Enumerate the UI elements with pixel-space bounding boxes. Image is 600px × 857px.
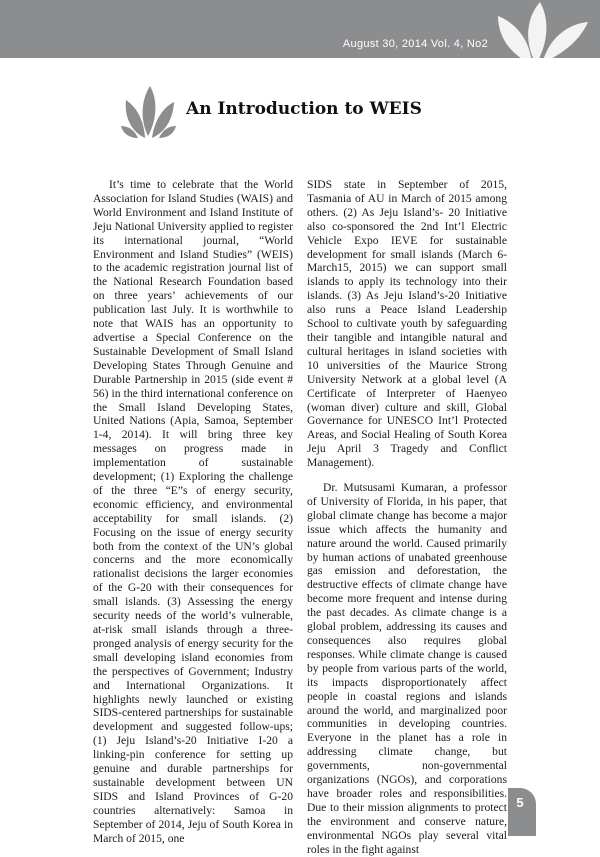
body-column-left <box>93 178 293 846</box>
three-leaf-icon <box>120 80 178 140</box>
body-column-right <box>307 178 507 857</box>
header-band <box>0 0 600 58</box>
body-paragraph-continued: SIDS state in September of 2015, Tasmania of AU in March of 2015 among others. (2) As Jeju Island’s- 20 Initiative also co-sponsored the 2nd Int’l Electric Vehicle Expo IEVE for sustainable development for small islands (March 6-March15, 2015) we can support small islands to apply its technology into their islands. (3) As Jeju Island’s-20 Initiative also runs a Peace Island Leadership School to cultivate youth by safeguarding their tangible and intangible natural and cultural heritages in island societies with 10 universities of the Maurice Strong University Network at a global level (A Certificate of Interpreter of Haenyeo (woman diver) culture and skill, Global Governance for UNESCO Int’l Protected Areas, and Social Healing of South Korea Jeju April 3 Tragedy and Conflict Management). <box>307 178 507 470</box>
page-number: 5 <box>516 795 524 810</box>
body-paragraph: It’s time to celebrate that the World Association for Island Studies (WAIS) and World Environment and Island Institute of Jeju National University applied to register its international journal, “World Environment and Island Studies” (WEIS) to the academic registration journal list of the National Research Foundation based on three years’ achievements of our publication last July. It is worthwhile to note that WAIS has an opportunity to advertise a Special Conference on the Sustainable Development of Small Island Developing States Through Genuine and Durable Partnership in 2015 (side event # 56) in the third international conference on the Small Island Developing States, United Nations (Apia, Samoa, September 1-4, 2014). It will bring three key messages on progress made in implementation of sustainable development; (1) Exploring the challenge of the three “E”s of energy security, economic efficiency, and environmental acceptability for small islands. (2) Focusing on the issue of energy security both from the context of the UN’s global concerns and the more economically rationalist decisions the larger economies of the G-20 with their consequences for small islands. (3) Assessing the energy security needs of the world’s vulnerable, at-risk small islands through a three-pronged analysis of energy security for the small developing island economies from the perspectives of Government; Industry and International Organizations. It highlights newly launched or existing SIDS-centered partnerships for sustainable development and suggested follow-ups; (1) Jeju Island’s-20 Initiative I-20 a linking-pin conference for setting up genuine and durable partnerships for sustainable development between UN SIDS and Island Provinces of G-20 countries alternatively: Samoa in September of 2014, Jeju of South Korea in March of 2015, one <box>93 178 293 845</box>
issue-line: August 30, 2014 Vol. 4, No2 <box>342 38 488 50</box>
page-title: An Introduction to WEIS <box>186 99 422 119</box>
body-paragraph: Dr. Mutsusami Kumaran, a professor of University of Florida, in his paper, that global climate change has become a major issue which affects the humanity and nature around the world. Caused primarily by human actions of unabated greenhouse gas emission and deforestation, the destructive effects of climate change have become more frequent and intense during the past decades. As climate change is a global problem, addressing its causes and consequences also requires global responses. While climate change is caused by people from various parts of the world, its impacts disproportionately affect people in coastal regions and islands around the world, and marginalized poor communities in developing countries. Everyone in the planet has a role in addressing climate change, but governments, non-governmental organizations (NGOs), and corporations have broader roles and responsibilities. Due to their mission alignments to protect the environment and conserve nature, environmental NGOs play several vital roles in the fight against <box>307 481 507 856</box>
leaf-icon <box>484 0 594 58</box>
